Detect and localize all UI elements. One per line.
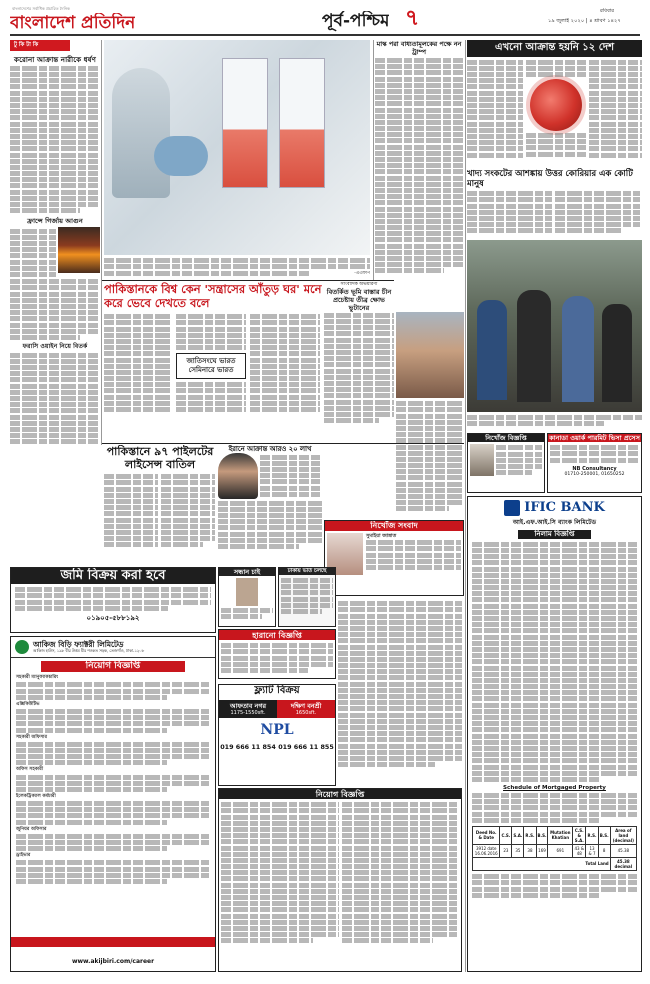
missing-man-title: নিখোঁজ বিজ্ঞপ্তি <box>468 434 544 442</box>
akij-notice-title: নিয়োগ বিজ্ঞপ্তি <box>41 661 185 672</box>
akij-career-url[interactable]: www.akijbiri.com/career <box>71 957 155 965</box>
canada-visa-ad <box>547 433 642 493</box>
pilot-story <box>104 445 216 563</box>
missing-ad <box>324 520 464 596</box>
search-ad-title: সন্ধান চাই <box>219 568 275 576</box>
ific-logo-icon <box>504 500 520 516</box>
iran-story <box>218 445 322 565</box>
flat-sale-title: ফ্ল্যাট বিক্রয় <box>254 685 300 696</box>
photo-credit: -এএফপি <box>354 271 370 276</box>
akij-logo-icon <box>15 640 29 654</box>
flat-area-1: আফতাব নগর <box>229 701 267 710</box>
flat-phone-2[interactable]: 019 666 11 855 <box>278 743 334 752</box>
flat-area-2: দক্ষিণ বনশ্রী <box>290 701 322 710</box>
flat-phone-1[interactable]: 019 666 11 854 <box>220 743 276 752</box>
ific-property-table <box>472 826 637 871</box>
mask-story <box>375 40 463 310</box>
akij-footer-band <box>11 937 215 947</box>
tukitaki-label: টু কি টা কি <box>10 40 70 51</box>
tukitaki-item-1-title: করোনা আক্রান্ত নারীকে ধর্ষণ <box>14 54 96 64</box>
middle-notice <box>218 788 462 972</box>
bhutan-headline: বিতর্কিত ভূমি বাস্তার চীন প্রচেষ্টায় তীব্র ক্ষোভ ভুটানের <box>326 287 392 312</box>
flat-size-2: 1650sft. <box>295 709 317 716</box>
akij-position-2: এক্সিকিউটিভ <box>16 701 40 707</box>
masthead <box>0 0 650 40</box>
pilot-headline: পাকিস্তানে ৯৭ পাইলটের লাইসেন্স বাতিল <box>106 445 214 471</box>
akij-position-5: ইলেকট্রিক্যাল কর্মচারী <box>16 793 56 799</box>
land-sale-phone[interactable]: ০১৯০৫-৫৮৮১৯২ <box>86 613 140 622</box>
ific-bank-name: IFIC BANK <box>524 500 605 515</box>
npl-logo: NPL <box>260 721 294 738</box>
admission-title: ঢাকায় ভর্তি চলছে <box>279 568 335 575</box>
tukitaki-item-3-title: ফরাসি ওয়াইন নিয়ে বিতর্ক <box>22 342 88 350</box>
middle-lower-text <box>338 600 462 785</box>
rouhani-photo <box>218 453 258 499</box>
admission-ad <box>278 567 336 627</box>
ific-auction-ad <box>467 496 642 972</box>
akij-position-6: জুনিয়র অফিসার <box>16 826 47 832</box>
bhutan-kicker: সাংবাদিক অভয়ারণ্য <box>340 282 378 287</box>
akij-position-7: ড্রাইভার <box>16 853 31 859</box>
corona-headline: এখনো আক্রান্ত হয়নি ১২ দেশ <box>467 40 642 57</box>
virus-illustration <box>530 79 582 131</box>
day-label: রবিবার <box>600 8 614 14</box>
akij-recruitment-ad <box>10 636 216 972</box>
missing-title: নিখোঁজ সংবাদ <box>325 521 463 531</box>
lost-notice <box>218 629 336 679</box>
date-label: ১৯ জুলাই ২০২০ | ৪ শ্রাবণ ১৪২৭ <box>548 18 621 24</box>
protest-caption <box>467 414 642 430</box>
korea-story <box>467 168 642 238</box>
church-fire-photo <box>58 227 100 273</box>
scientist-figure <box>112 68 170 198</box>
canada-title: কানাডা ওয়ার্ক পারমিট ভিসা প্রসেস <box>549 434 640 442</box>
tukitaki-column <box>10 40 100 445</box>
pakistan-story <box>104 282 322 442</box>
table-total-row: Total Land 45.38 decimal <box>473 857 637 870</box>
akij-address: আকিজ হাউস, ১৯৮ বীর উত্তম মীর শওকত সড়ক, তেজগাঁও, ঢাকা-১২০৮ <box>33 648 145 654</box>
flask-right <box>279 58 325 188</box>
tourist-photo <box>396 312 464 398</box>
akij-company: আকিজ বিড়ি ফ্যাক্টরী লিমিটেড <box>33 640 124 649</box>
un-seminar-box: জাতিসংঘে ভারত সেমিনারে ভারত <box>176 353 246 379</box>
ific-bank-bn: আই.এফ.আই.সি ব্যাংক লিমিটেড <box>512 519 597 527</box>
paper-tagline: বাংলাদেশের সর্বাধিক প্রচারিত দৈনিক <box>12 6 70 11</box>
akij-position-1: সহকারী ম্যানুফ্যাকচারিং <box>16 675 59 681</box>
lost-title: হারানো বিজ্ঞপ্তি <box>219 630 335 640</box>
tukitaki-item-2-title: ফ্রান্সে গির্জায় আগুন <box>27 217 83 226</box>
section-title: পূর্ব-পশ্চিম <box>322 11 390 31</box>
lead-photo <box>104 40 370 255</box>
table-row: 3912 date 16.06.2016 23 35 38 169 691 43 & 48 13 & 7 8 45.38 <box>473 844 637 857</box>
missing-man-photo <box>470 444 494 476</box>
iran-headline: ইরানে আক্রান্ত আরও ২০ লাখ <box>228 445 312 453</box>
lead-photo-caption <box>104 257 370 279</box>
canada-company: NB Consultancy <box>572 465 617 472</box>
land-sale-ad <box>10 567 216 633</box>
corona-story <box>467 40 642 165</box>
land-sale-title: জমি বিক্রয় করা হবে <box>11 568 215 584</box>
flat-size-1: 1175-1550sft. <box>230 709 266 716</box>
canada-phone[interactable]: 01710-250001, 01650252 <box>564 472 625 477</box>
middle-notice-title: নিয়োগ বিজ্ঞপ্তি <box>219 789 461 799</box>
bhutan-continued <box>396 400 464 530</box>
korea-headline: খাদ্য সংকটের আশঙ্কায় উত্তর কোরিয়ার এক কোটি মানুষ <box>467 168 633 188</box>
search-ad-photo <box>236 578 258 606</box>
flat-sale-ad <box>218 684 336 786</box>
flask-left <box>222 58 268 188</box>
page-number: ৭ <box>405 6 420 31</box>
table-header-row: Deed No. & Date C.S. S.A. R.S. B.S. Mutation Khatian C.S. & S.A. R.S. B.S. Area of land (decimal) <box>473 826 637 844</box>
paper-logo: বাংলাদেশ প্রতিদিন <box>10 13 136 33</box>
search-ad <box>218 567 276 627</box>
akij-position-4: অফিস সহকারী <box>16 767 44 773</box>
missing-man-ad <box>467 433 545 493</box>
ific-notice-title: নিলাম বিজ্ঞপ্তি <box>518 530 591 539</box>
missing-name: সুমাইয়া জান্নাত <box>366 533 397 539</box>
gloved-hand <box>154 136 208 176</box>
akij-position-3: সহকারী অফিসার <box>16 734 47 740</box>
pakistan-headline: পাকিস্তানকে বিশ্ব কেন 'সন্ত্রাসের আঁতুড় ঘর' মনে করে ভেবে দেখতে বলে <box>104 282 322 310</box>
protest-photo <box>467 240 642 412</box>
ific-schedule-title: Schedule of Mortgaged Property <box>503 784 606 791</box>
mask-headline: মাস্ক পরা বাধ্যতামূলকের পক্ষে নন ট্রাম্প <box>376 40 462 56</box>
